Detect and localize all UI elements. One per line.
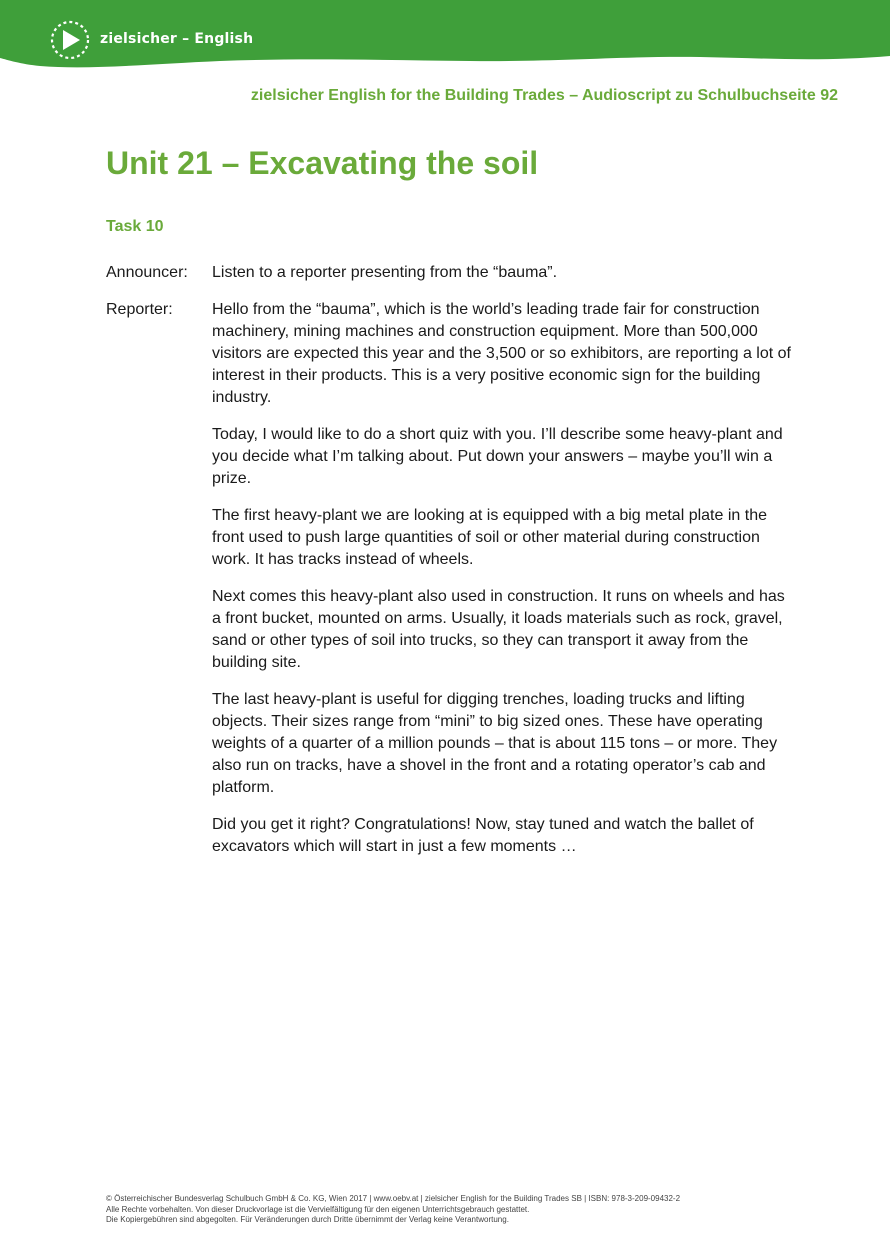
script-paragraph: Today, I would like to do a short quiz with you. I’ll describe some heavy-plant and you decide what I’m talking about. Put down your answers – maybe you’ll win a prize. — [212, 426, 783, 487]
footer-line: © Österreichischer Bundesverlag Schulbuch GmbH & Co. KG, Wien 2017 | www.oebv.at | zielsicher English for the Building Trades SB | ISBN: 978-3-209-09432-2 — [106, 1194, 681, 1203]
script-entry-reporter — [106, 299, 796, 858]
header-banner — [0, 0, 890, 76]
task-label: Task 10 — [106, 218, 164, 235]
script-paragraph: Did you get it right? Congratulations! Now, stay tuned and watch the ballet of excavators which will start in just a few moments … — [212, 816, 754, 855]
script-paragraph: The first heavy-plant we are looking at is equipped with a big metal plate in the front used to push large quantities of soil or other material during construction work. It has tracks instead of wheels. — [212, 507, 767, 568]
audioscript — [106, 262, 796, 873]
speaker-label: Reporter: — [106, 301, 173, 318]
brand-name: zielsicher – English — [100, 31, 254, 47]
unit-title: Unit 21 – Excavating the soil — [106, 145, 539, 181]
script-paragraph: Listen to a reporter presenting from the “bauma”. — [212, 264, 558, 281]
script-paragraph: Next comes this heavy-plant also used in construction. It runs on wheels and has a front bucket, mounted on arms. Usually, it loads materials such as rock, gravel, sand or other types of soil into trucks, so they can transport it away from the building site. — [212, 588, 785, 671]
document-subtitle: zielsicher English for the Building Trades – Audioscript zu Schulbuchseite 92 — [250, 87, 838, 104]
copyright-footer — [106, 1194, 680, 1226]
speaker-label: Announcer: — [106, 264, 188, 281]
speaker-text — [212, 299, 796, 858]
script-paragraph: Hello from the “bauma”, which is the world’s leading trade fair for construction machinery, mining machines and construction equipment. More than 500,000 visitors are expected this year and the 3,500 or so exhibitors, are reporting a lot of interest in their products. This is a very positive economic sign for the building industry. — [212, 301, 791, 406]
footer-line: Die Kopiergebühren sind abgegolten. Für Veränderungen durch Dritte übernimmt der Verlag keine Verantwortung. — [106, 1215, 509, 1224]
script-entry-announcer — [106, 262, 796, 284]
script-paragraph: The last heavy-plant is useful for digging trenches, loading trucks and lifting objects. Their sizes range from “mini” to big sized ones. These have operating weights of a quarter of a million pounds – that is about 115 tons – or more. They also run on tracks, have a shovel in the front and a rotating operator’s cab and platform. — [212, 691, 778, 796]
footer-line: Alle Rechte vorbehalten. Von dieser Druckvorlage ist die Vervielfältigung für den eigenen Unterrichtsgebrauch gestattet. — [106, 1204, 530, 1214]
speaker-text — [212, 262, 796, 284]
